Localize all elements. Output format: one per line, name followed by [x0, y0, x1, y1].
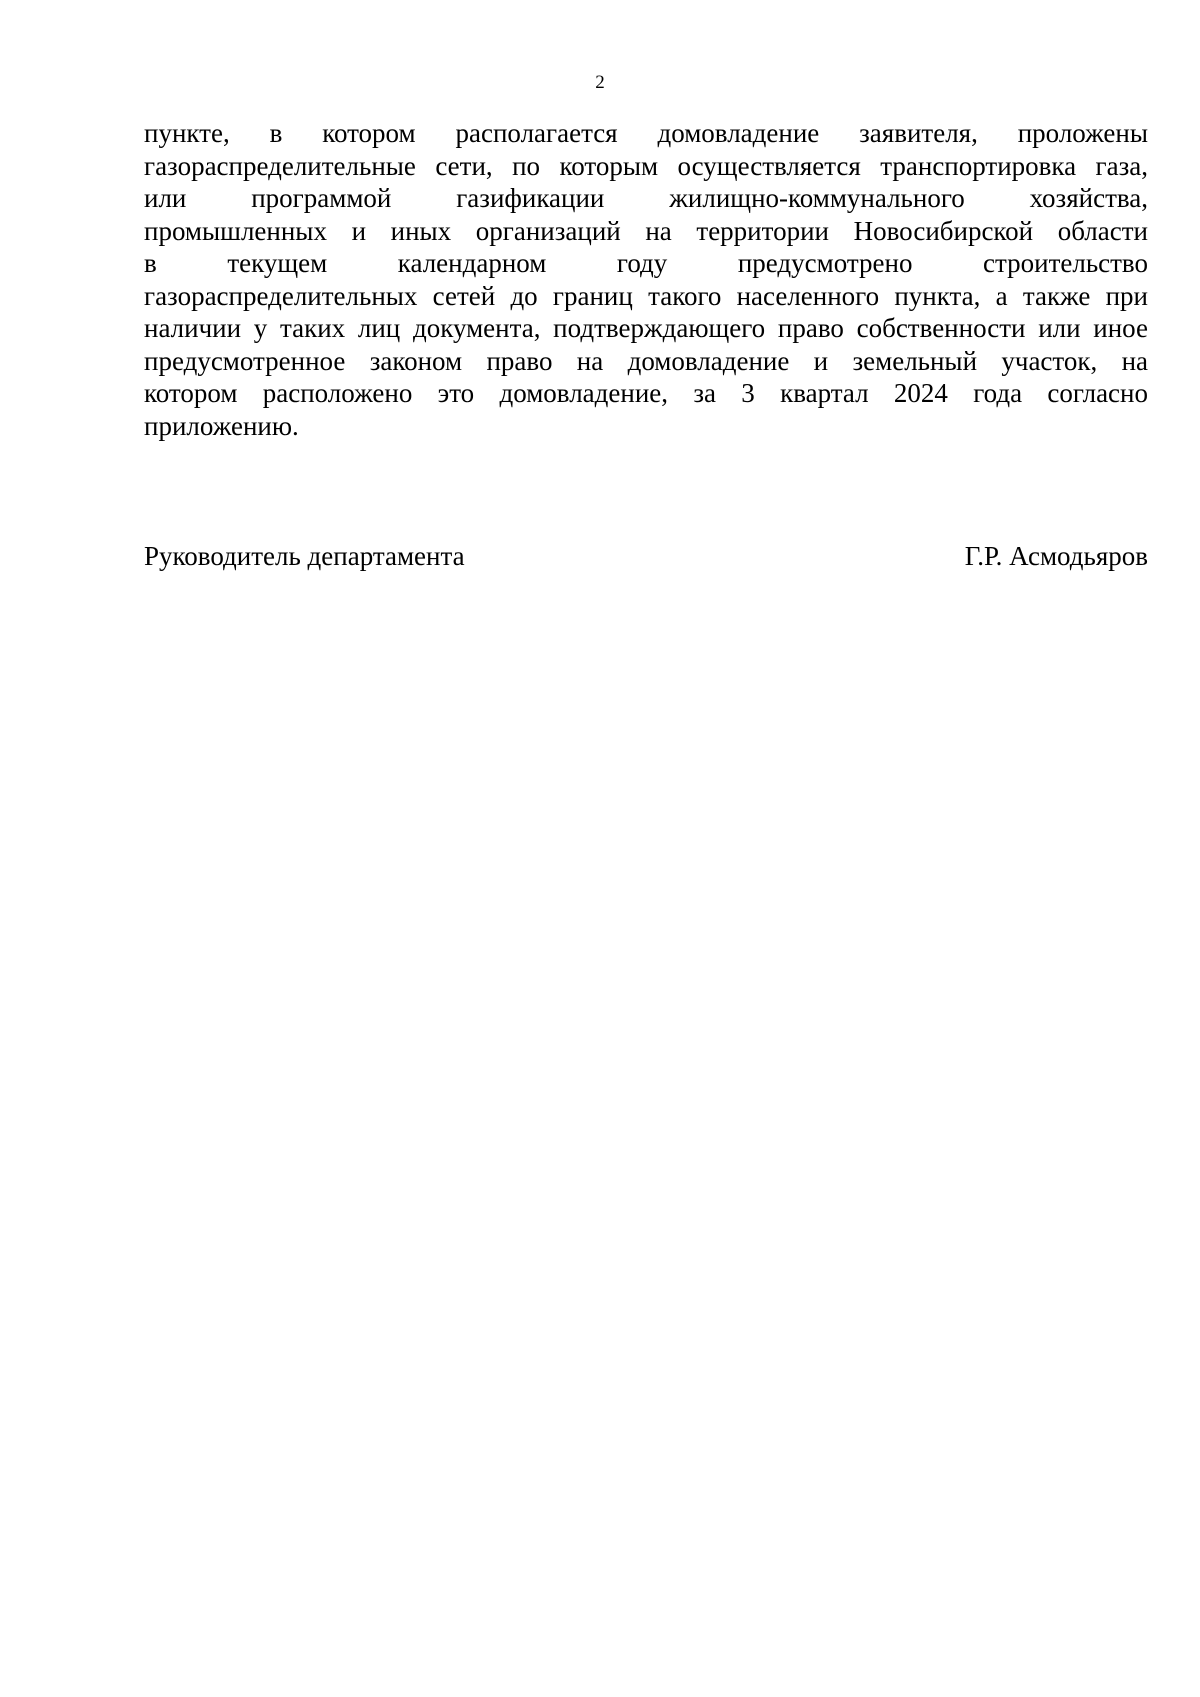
body-line: приложению.	[144, 410, 299, 441]
body-line: газораспределительные сети, по которым осуществляется транспортировка газа,	[144, 150, 1148, 181]
body-line: пункте, в котором располагается домовладение заявителя, проложены	[144, 118, 1148, 148]
body-line: газораспределительных сетей до границ такого населенного пункта, а также при	[144, 280, 1148, 311]
body-line: или программой газификации жилищно-коммунального хозяйства,	[144, 183, 1148, 213]
signatory-name: Г.Р. Асмодьяров	[964, 541, 1148, 571]
body-line: предусмотренное законом право на домовладение и земельный участок, на	[144, 345, 1148, 376]
body-line: наличии у таких лиц документа, подтверждающего право собственности или иное	[144, 313, 1148, 343]
body-paragraph	[144, 117, 1148, 442]
signature-block	[144, 538, 1148, 574]
signatory-position: Руководитель департамента	[144, 541, 465, 571]
page-number: 2	[595, 72, 605, 93]
body-line: промышленных и иных организаций на территории Новосибирской области	[144, 215, 1148, 246]
body-line: в текущем календарном году предусмотрено строительство	[144, 248, 1148, 278]
body-line: котором расположено это домовладение, за 3 квартал 2024 года согласно	[144, 378, 1148, 408]
